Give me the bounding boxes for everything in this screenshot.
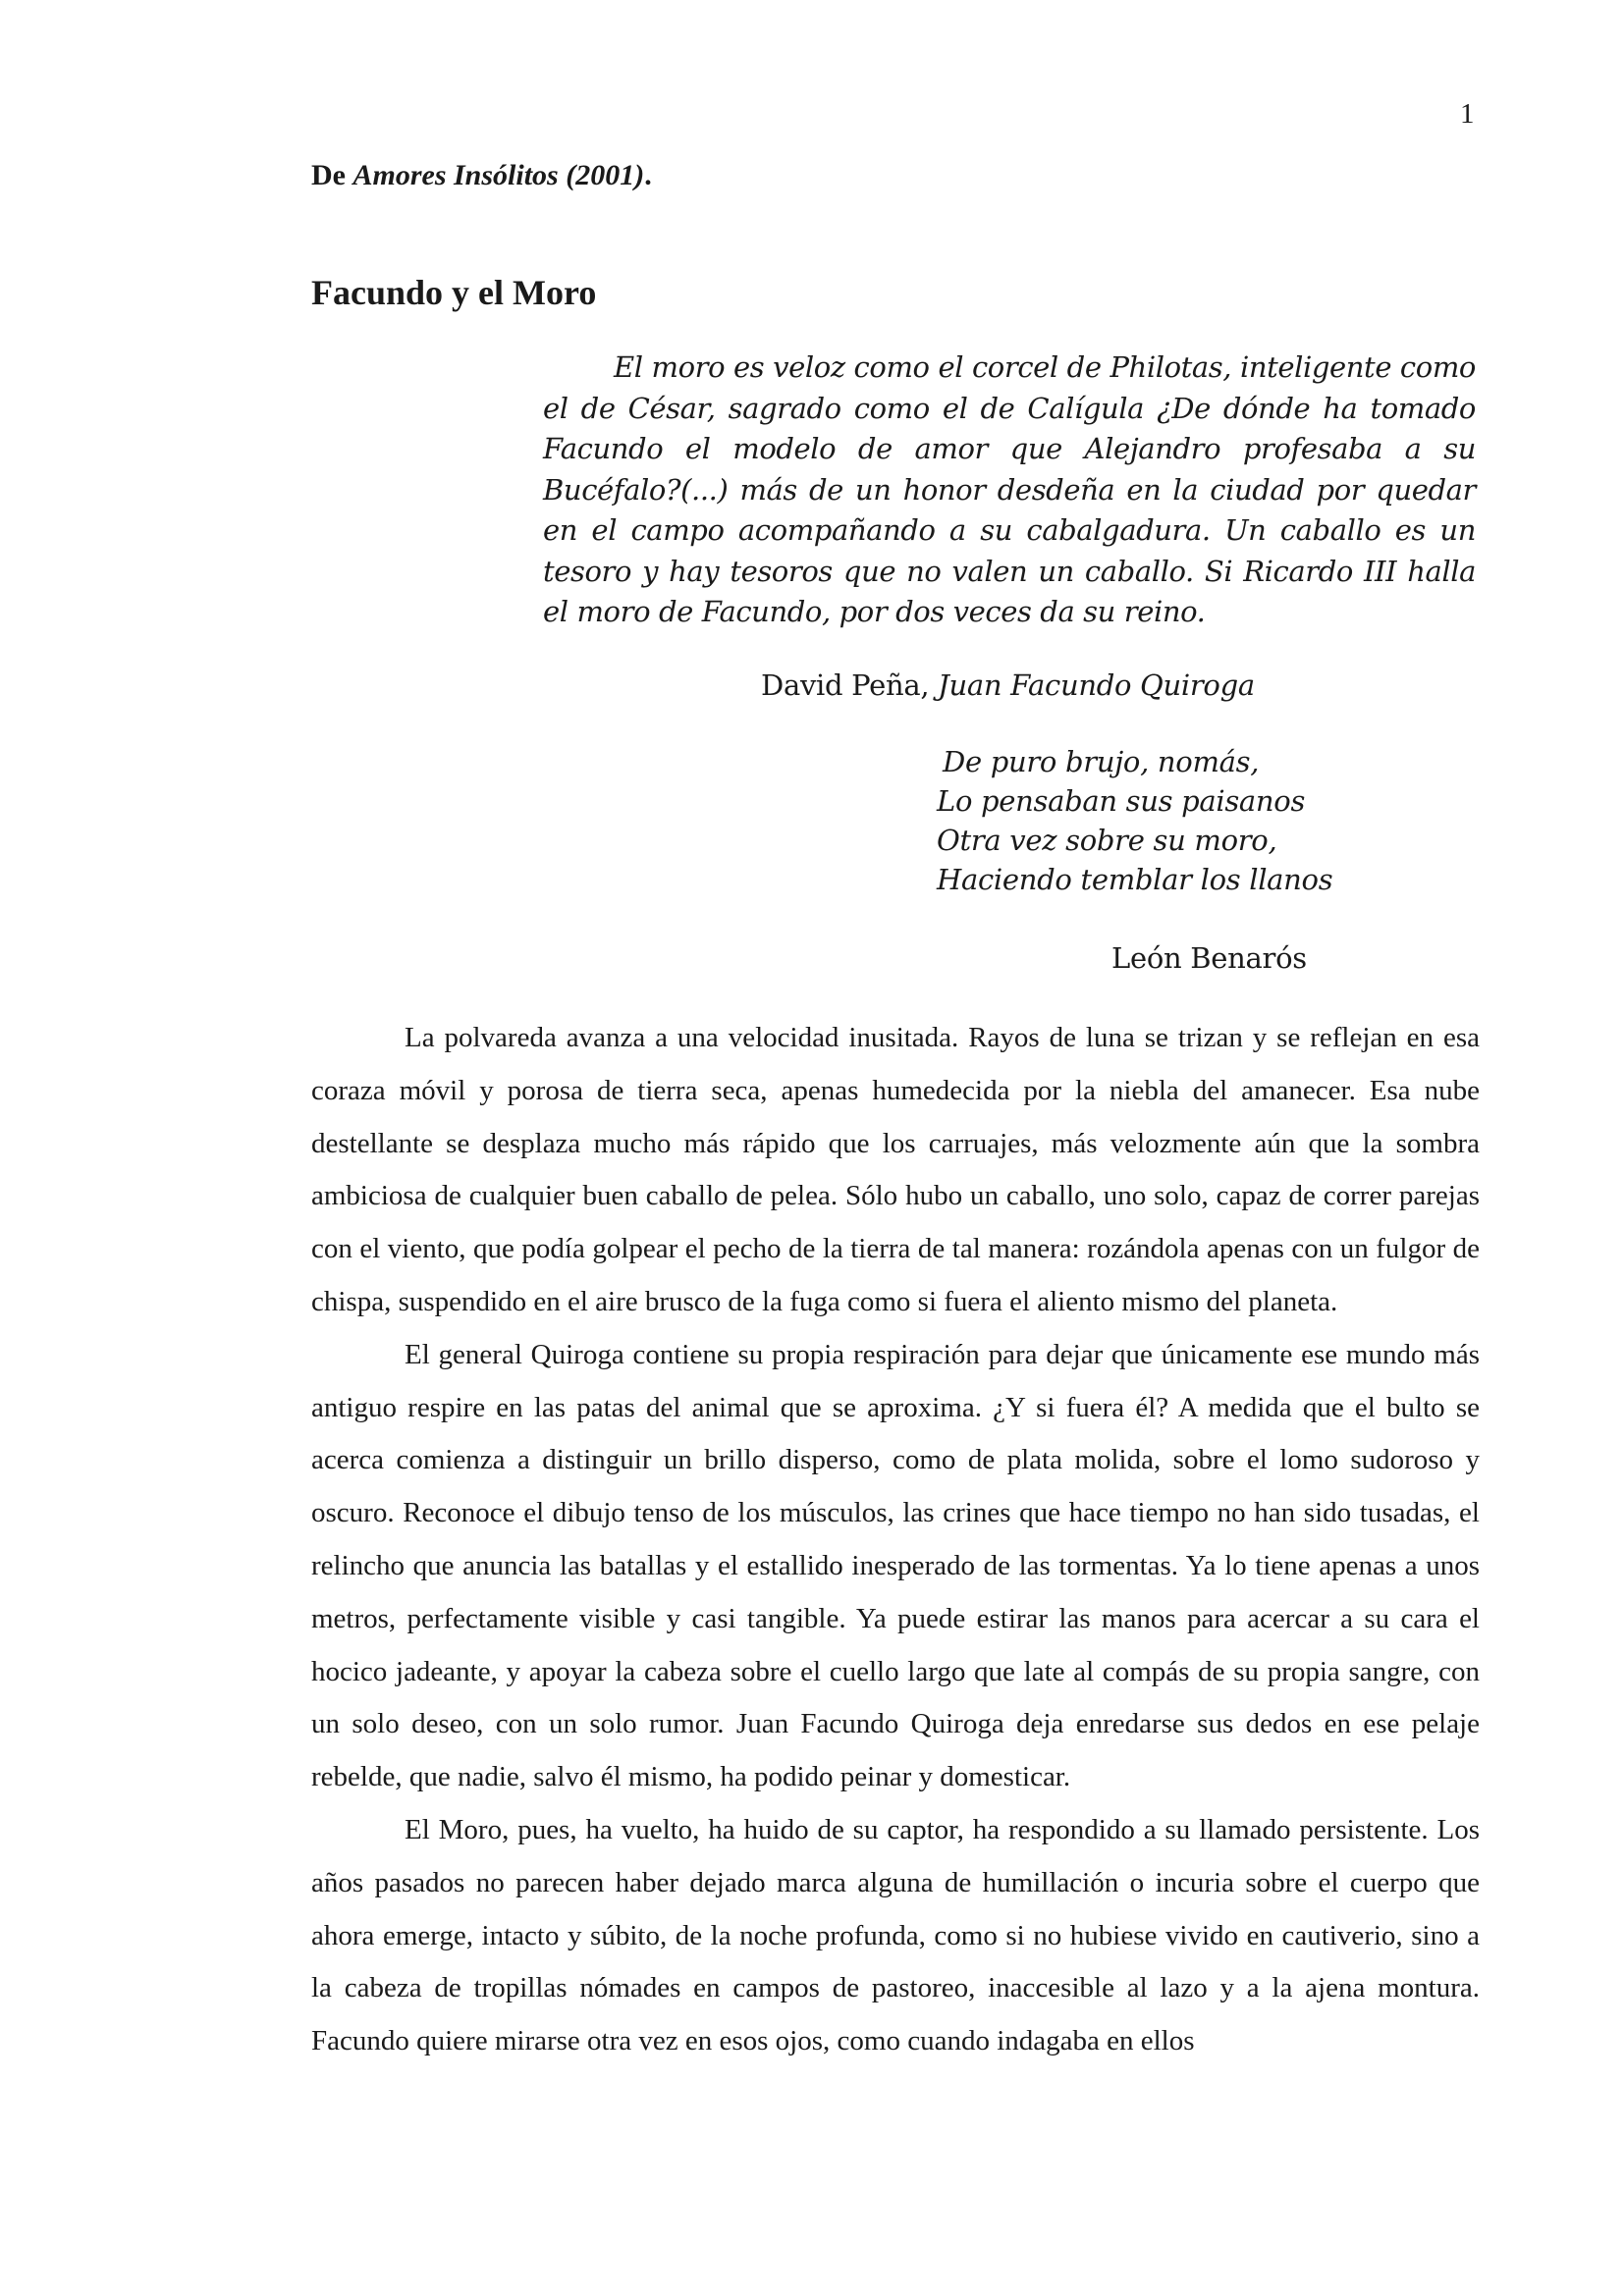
verse-line: Lo pensaban sus paisanos xyxy=(937,784,1306,818)
verse-line: Haciendo temblar los llanos xyxy=(937,863,1333,896)
epigraph-quote: El moro es veloz como el corcel de Philotas, inteligente como el de César, sagrado como el de Calígula ¿De dónde ha tomado Facundo el modelo de amor que Alejandro profesaba a su Bucéfalo?(...) más de un honor desdeña en la ciudad por quedar en el campo acompañando a su cabalgadura. Un caballo es un tesoro y hay tesoros que no valen un caballo. Si Ricardo III halla el moro de Facundo, por dos veces da su reino. xyxy=(543,350,1476,628)
body-text xyxy=(311,1012,1480,2068)
epigraph-author: David Peña, xyxy=(761,668,939,702)
verse-author: León Benarós xyxy=(1111,941,1307,975)
epigraph-attribution xyxy=(761,668,1255,702)
source-suffix: . xyxy=(644,159,652,191)
paragraph: La polvareda avanza a una velocidad inusitada. Rayos de luna se trizan y se reflejan en esa coraza móvil y porosa de tierra seca, apenas humedecida por la niebla del amanecer. Esa nube destellante se desplaza mucho más rápido que los carruajes, más velozmente aún que la sombra ambiciosa de cualquier buen caballo de pelea. Sólo hubo un caballo, uno solo, capaz de correr parejas con el viento, que podía golpear el pecho de la tierra de tal manera: rozándola apenas con un fulgor de chispa, suspendido en el aire brusco de la fuga como si fuera el aliento mismo del planeta. xyxy=(311,1022,1480,1317)
paragraph: El general Quiroga contiene su propia respiración para dejar que únicamente ese mundo más antiguo respire en las patas del animal que se aproxima. ¿Y si fuera él? A medida que el bulto se acerca comienza a distinguir un brillo disperso, como de plata molida, sobre el lomo sudoroso y oscuro. Reconoce el dibujo tenso de los músculos, las crines que hace tiempo no han sido tusadas, el relincho que anuncia las batallas y el estallido inesperado de las tormentas. Ya lo tiene apenas a unos metros, perfectamente visible y casi tangible. Ya puede estirar las manos para acercar a su cara el hocico jadeante, y apoyar la cabeza sobre el cuello largo que late al compás de su propia sangre, con un solo deseo, con un solo rumor. Juan Facundo Quiroga deja enredarse sus dedos en ese pelaje rebelde, que nadie, salvo él mismo, ha podido peinar y domesticar. xyxy=(311,1338,1480,1793)
epigraph-work: Juan Facundo Quiroga xyxy=(938,668,1255,702)
verse-line: Otra vez sobre su moro, xyxy=(937,824,1277,857)
story-title: Facundo y el Moro xyxy=(311,273,597,312)
paragraph: El Moro, pues, ha vuelto, ha huido de su captor, ha respondido a su llamado persistente. Los años pasados no parecen haber dejado marca alguna de humillación o incuria sobre el cuerpo que ahora emerge, intacto y súbito, de la noche profunda, como si no hubiese vivido en cautiverio, sino a la cabeza de tropillas nómades en campos de pastoreo, inaccesible al lazo y a la ajena montura. Facundo quiere mirarse otra vez en esos ojos, como cuando indagaba en ellos xyxy=(311,1813,1480,2057)
page-number: 1 xyxy=(1460,98,1475,130)
verse-epigraph xyxy=(937,742,1332,899)
source-prefix: De xyxy=(311,159,353,191)
verse-line: De puro brujo, nomás, xyxy=(943,745,1260,778)
source-line xyxy=(311,159,652,192)
source-book-title: Amores Insólitos (2001) xyxy=(352,159,645,191)
